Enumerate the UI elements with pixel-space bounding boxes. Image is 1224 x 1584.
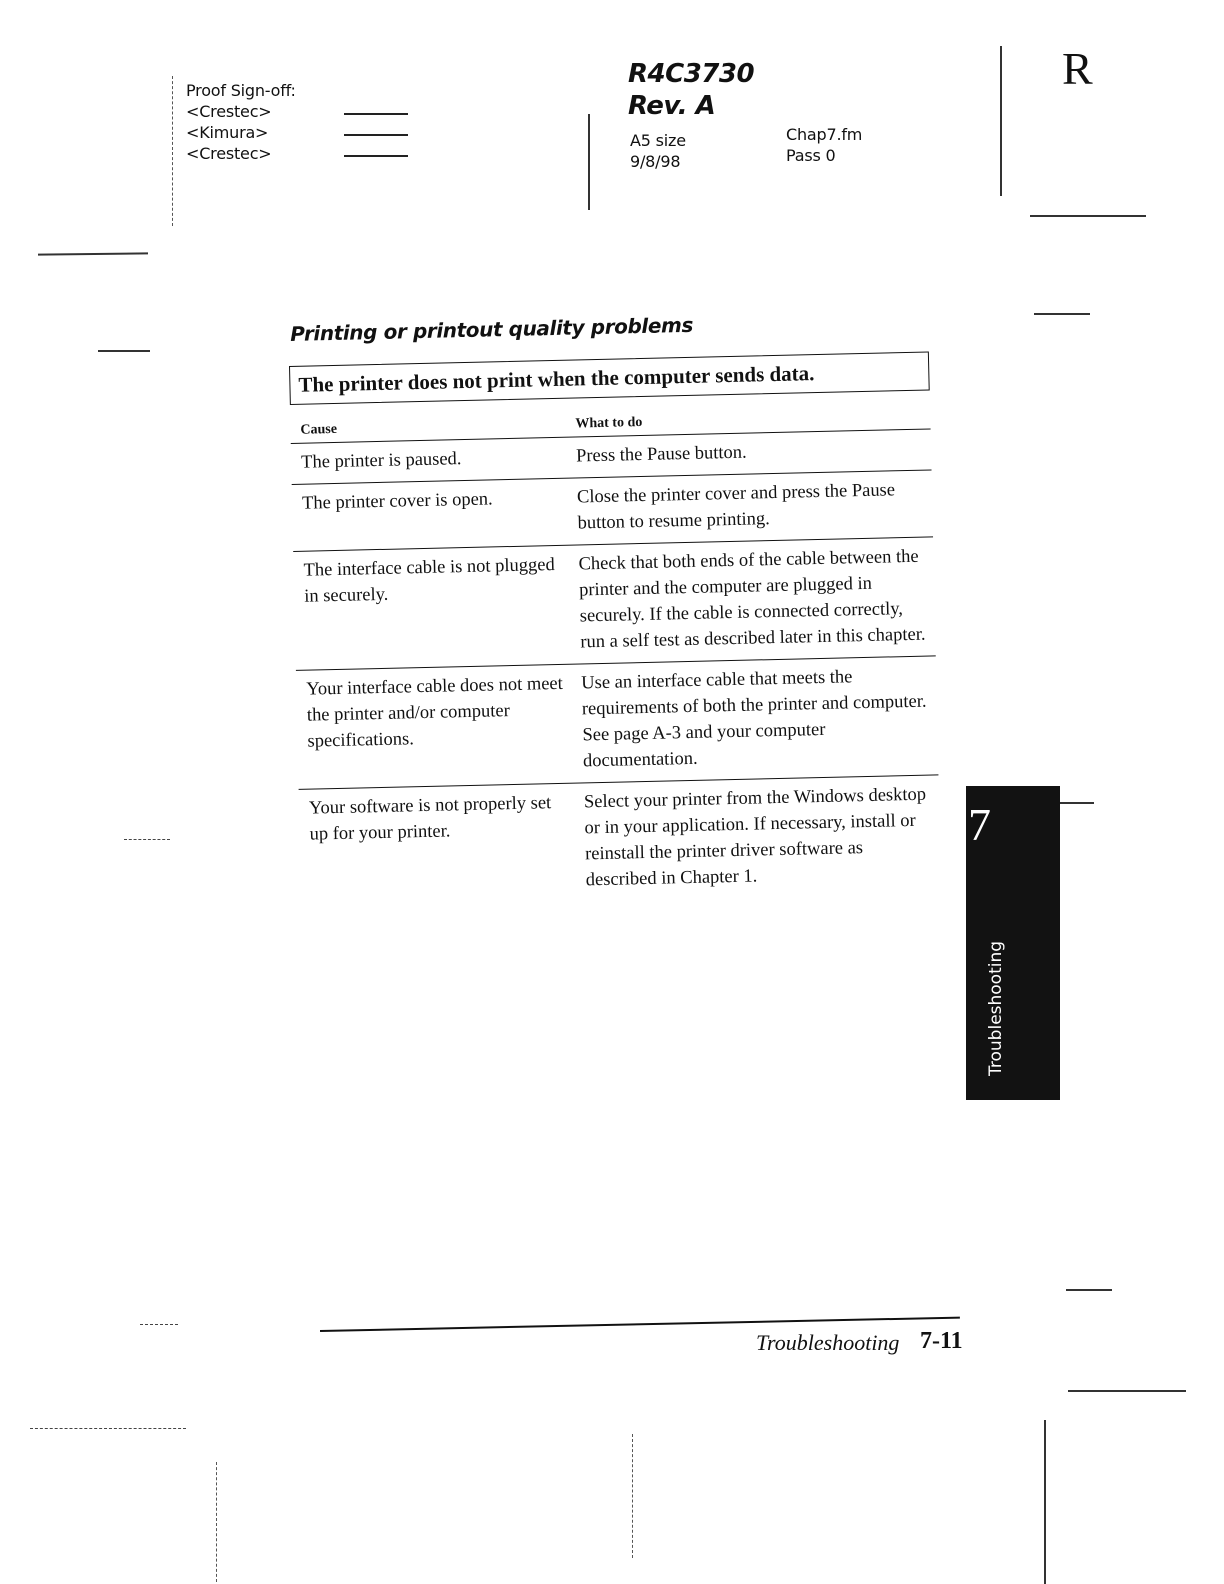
solution-cell: Check that both ends of the cable between the printer and the computer are plugged in securely. If the cable is connected correctly, run a self test as described later in this chapter. xyxy=(578,546,926,653)
doc-pass: Pass 0 xyxy=(786,146,836,165)
footer-chapter: Troubleshooting xyxy=(756,1330,900,1355)
crop-mark xyxy=(588,114,590,210)
crop-mark xyxy=(140,1324,178,1325)
column-header-cause: Cause xyxy=(300,421,338,438)
troubleshooting-table xyxy=(290,396,941,907)
crop-mark xyxy=(1034,313,1090,315)
doc-meta-right xyxy=(786,124,862,166)
crop-mark xyxy=(30,1428,186,1429)
doc-file: Chap7.fm xyxy=(786,125,863,144)
document-id: R4C3730 xyxy=(628,59,755,89)
cause-cell: Your software is not properly set up for your printer. xyxy=(308,793,552,845)
chapter-tab xyxy=(966,786,1060,1100)
solution-cell: Use an interface cable that meets the requirements of both the printer and computer. See page A-3 and your computer documentation. xyxy=(581,667,927,772)
proof-title: Proof Sign-off: xyxy=(186,81,296,100)
document-revision: Rev. A xyxy=(628,91,716,121)
crop-mark xyxy=(632,1434,633,1558)
signature-line xyxy=(344,134,408,136)
signer-1: <Crestec> xyxy=(186,102,272,121)
section-title: Printing or printout quality problems xyxy=(289,312,694,346)
corner-mark: R xyxy=(1062,43,1093,94)
cause-cell: The interface cable is not plugged in securely. xyxy=(303,555,555,607)
chapter-tab-label: Troubleshooting xyxy=(986,940,1006,1076)
main-content xyxy=(288,307,941,907)
crop-mark xyxy=(1066,1289,1112,1291)
crop-mark xyxy=(38,252,148,255)
signature-line xyxy=(344,113,408,115)
footer-page-number: 7-11 xyxy=(920,1328,963,1354)
crop-mark xyxy=(1030,215,1146,217)
doc-size: A5 size xyxy=(630,131,686,150)
doc-date: 9/8/98 xyxy=(630,152,681,171)
solution-cell: Close the printer cover and press the Pause button to resume printing. xyxy=(576,480,896,534)
crop-mark xyxy=(124,839,170,840)
crop-mark xyxy=(216,1462,217,1582)
chapter-number: 7 xyxy=(968,799,991,850)
signer-3: <Crestec> xyxy=(186,144,272,163)
column-header-what-to-do: What to do xyxy=(575,414,643,432)
table-row xyxy=(293,537,936,670)
crop-mark xyxy=(98,350,150,352)
table-row xyxy=(296,656,939,789)
doc-meta-left xyxy=(630,130,686,172)
signer-2: <Kimura> xyxy=(186,123,269,142)
crop-mark xyxy=(1044,1420,1046,1584)
crop-mark xyxy=(1000,46,1002,196)
problem-heading: The printer does not print when the computer sends data. xyxy=(289,351,930,405)
cause-cell: The printer cover is open. xyxy=(301,489,493,514)
crop-mark xyxy=(172,76,173,226)
solution-cell: Press the Pause button. xyxy=(575,442,747,467)
cause-cell: Your interface cable does not meet the printer and/or computer specifications. xyxy=(306,673,564,752)
crop-mark xyxy=(1068,1390,1186,1392)
signature-line xyxy=(344,155,408,157)
table-row xyxy=(299,775,942,907)
cause-cell: The printer is paused. xyxy=(300,449,462,473)
solution-cell: Select your printer from the Windows desktop or in your application. If necessary, install or reinstall the printer driver software as described in Chapter 1. xyxy=(583,784,927,891)
crop-mark xyxy=(1054,802,1094,804)
document-id-block xyxy=(628,58,754,122)
proof-signoff xyxy=(186,80,296,164)
